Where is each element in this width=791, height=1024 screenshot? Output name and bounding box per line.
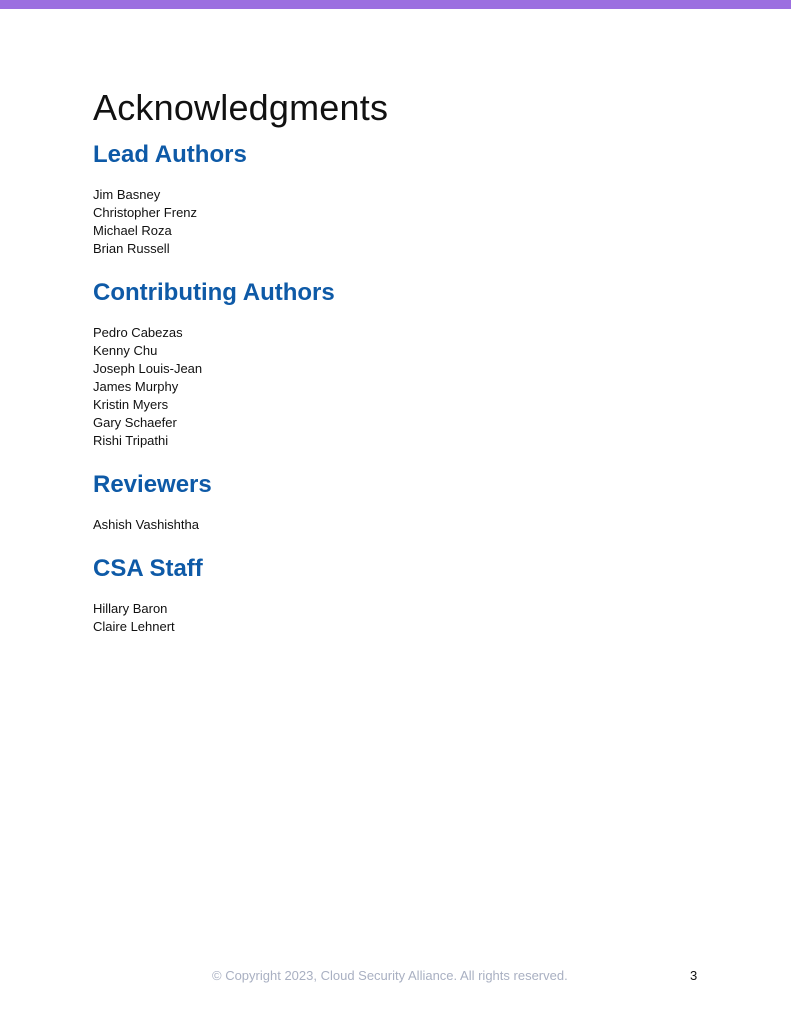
footer-copyright: © Copyright 2023, Cloud Security Alliance. All rights reserved. — [212, 968, 568, 983]
section-heading: Contributing Authors — [93, 279, 335, 306]
document-content — [93, 86, 693, 636]
list-item: Kenny Chu — [93, 343, 158, 358]
list-item: Kristin Myers — [93, 397, 169, 412]
section-lead-authors — [93, 140, 693, 258]
name-list — [93, 186, 693, 258]
section-heading: Reviewers — [93, 471, 212, 498]
section-heading: CSA Staff — [93, 555, 203, 582]
list-item: Hillary Baron — [93, 601, 168, 616]
list-item: Joseph Louis-Jean — [93, 361, 203, 376]
name-list — [93, 324, 693, 450]
list-item: Brian Russell — [93, 241, 170, 256]
list-item: Michael Roza — [93, 223, 172, 238]
list-item: Jim Basney — [93, 187, 161, 202]
section-heading: Lead Authors — [93, 141, 247, 168]
list-item: Claire Lehnert — [93, 619, 175, 634]
section-contributing-authors — [93, 278, 693, 450]
name-list — [93, 516, 693, 534]
list-item: James Murphy — [93, 379, 179, 394]
top-accent-bar — [0, 0, 791, 9]
list-item: Ashish Vashishtha — [93, 517, 199, 532]
name-list — [93, 600, 693, 636]
list-item: Pedro Cabezas — [93, 325, 183, 340]
page-number: 3 — [690, 968, 698, 983]
list-item: Rishi Tripathi — [93, 433, 169, 448]
list-item: Christopher Frenz — [93, 205, 198, 220]
section-reviewers — [93, 470, 693, 534]
section-csa-staff — [93, 554, 693, 636]
page-title: Acknowledgments — [93, 87, 389, 128]
list-item: Gary Schaefer — [93, 415, 177, 430]
